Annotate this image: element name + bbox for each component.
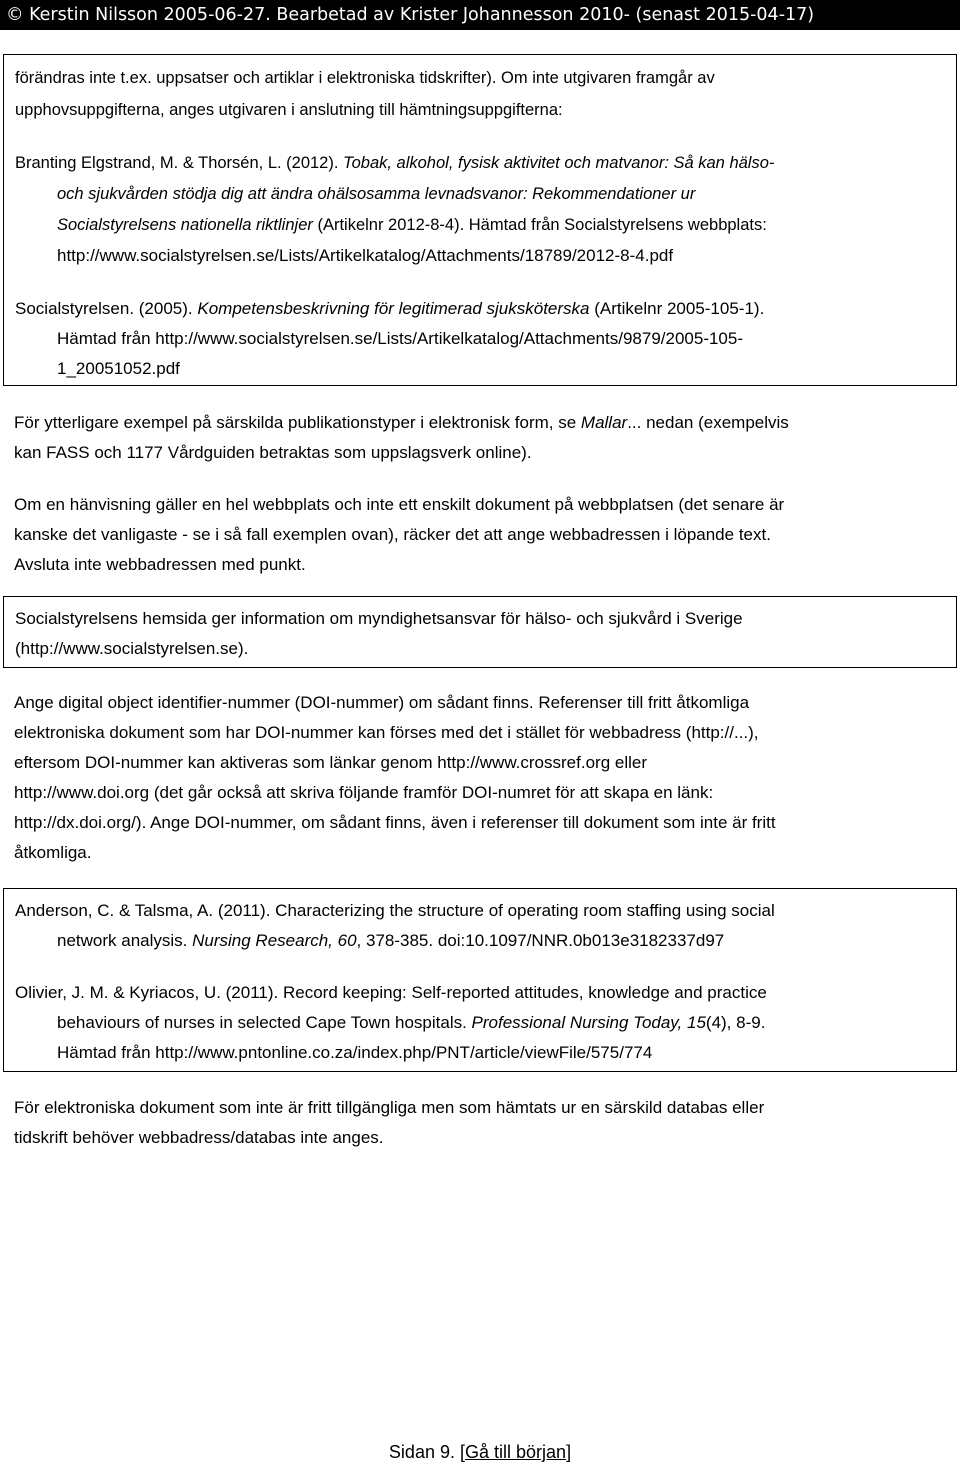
reference-url: Hämtad från http://www.socialstyrelsen.se/Lists/Artikelkatalog/Attachments/9879/2005-105-	[57, 329, 744, 348]
example-line: (http://www.socialstyrelsen.se).	[15, 639, 249, 658]
example-box-web-documents	[3, 54, 957, 386]
reference-title: Kompetensbeskrivning för legitimerad sjuksköterska	[197, 299, 590, 318]
reference-line: Socialstyrelsens nationella riktlinjer (Artikelnr 2012-8-4). Hämtad från Socialstyrelsens webbplats:	[57, 216, 767, 234]
reference-line: Olivier, J. M. & Kyriacos, U. (2011). Record keeping: Self-reported attitudes, knowledge and practice	[15, 983, 767, 1002]
reference-line: network analysis. Nursing Research, 60, 378-385. doi:10.1097/NNR.0b013e3182337d97	[57, 931, 725, 950]
paragraph-line: För ytterligare exempel på särskilda publikationstyper i elektronisk form, se Mallar... nedan (exempelvis	[14, 413, 789, 432]
example-box-website	[3, 596, 957, 668]
paragraph-line: tidskrift behöver webbadress/databas inte anges.	[14, 1128, 384, 1147]
paragraph-line: elektroniska dokument som har DOI-nummer kan förses med det i stället för webbadress (http://...),	[14, 723, 759, 742]
reference-url: http://www.socialstyrelsen.se/Lists/Artikelkatalog/Attachments/18789/2012-8-4.pdf	[57, 246, 674, 265]
paragraph-line: För elektroniska dokument som inte är fritt tillgängliga men som hämtats ur en särskild databas eller	[14, 1098, 765, 1117]
paragraph-line: Avsluta inte webbadressen med punkt.	[14, 555, 306, 574]
reference-url: 1_20051052.pdf	[57, 359, 180, 378]
journal-title: Professional Nursing Today, 15	[471, 1013, 706, 1032]
paragraph-line: http://dx.doi.org/). Ange DOI-nummer, om sådant finns, även i referenser till dokument som inte är fritt	[14, 813, 776, 832]
intro-line: upphovsuppgifterna, anges utgivaren i anslutning till hämtningsuppgifterna:	[15, 101, 563, 119]
reference-line: Anderson, C. & Talsma, A. (2011). Characterizing the structure of operating room staffing using social	[15, 901, 775, 920]
header-text: © Kerstin Nilsson 2005-06-27. Bearbetad av Krister Johannesson 2010- (senast 2015-04-17)	[6, 5, 815, 25]
paragraph-non-free-documents	[14, 1093, 944, 1153]
paragraph-line: åtkomliga.	[14, 843, 92, 862]
paragraph-line: Ange digital object identifier-nummer (DOI-nummer) om sådant finns. Referenser till fritt åtkomliga	[14, 693, 750, 712]
reference-line: Branting Elgstrand, M. & Thorsén, L. (2012). Tobak, alkohol, fysisk aktivitet och matvanor: Så kan hälso-	[15, 154, 775, 172]
intro-line: förändras inte t.ex. uppsatser och artiklar i elektroniska tidskrifter). Om inte utgivaren framgår av	[15, 69, 715, 87]
page-number: Sidan 9.	[388, 1442, 460, 1462]
reference-url: Hämtad från http://www.pntonline.co.za/index.php/PNT/article/viewFile/575/774	[57, 1043, 653, 1062]
example-box-doi	[3, 888, 957, 1072]
page-header	[0, 0, 960, 30]
example-line: Socialstyrelsens hemsida ger information om myndighetsansvar för hälso- och sjukvård i Sverige	[15, 609, 743, 628]
paragraph-line: Om en hänvisning gäller en hel webbplats och inte ett enskilt dokument på webbplatsen (det senare är	[14, 495, 785, 514]
reference-title: och sjukvården stödja dig att ändra ohälsosamma levnadsvanor: Rekommendationer ur	[57, 185, 696, 203]
reference-title: Tobak, alkohol, fysisk aktivitet och matvanor: Så kan hälso-	[343, 154, 775, 172]
go-to-top-link[interactable]: Gå till början	[465, 1442, 567, 1462]
page-footer: Sidan 9. [Gå till början]	[388, 1442, 572, 1462]
paragraph-whole-website	[14, 490, 944, 580]
reference-title: Socialstyrelsens nationella riktlinjer	[57, 216, 313, 234]
reference-line: behaviours of nurses in selected Cape Town hospitals. Professional Nursing Today, 15(4), 8-9.	[57, 1013, 766, 1032]
paragraph-line: eftersom DOI-nummer kan aktiveras som länkar genom http://www.crossref.org eller	[14, 753, 647, 772]
paragraph-more-examples	[14, 408, 944, 468]
paragraph-doi	[14, 688, 944, 868]
journal-title: Nursing Research, 60	[192, 931, 357, 950]
paragraph-line: kan FASS och 1177 Vårdguiden betraktas som uppslagsverk online).	[14, 443, 532, 462]
paragraph-line: http://www.doi.org (det går också att skriva följande framför DOI-numret för att skapa en länk:	[14, 783, 714, 802]
reference-line: Socialstyrelsen. (2005). Kompetensbeskrivning för legitimerad sjuksköterska (Artikelnr 2005-105-1).	[15, 299, 765, 318]
paragraph-line: kanske det vanligaste - se i så fall exemplen ovan), räcker det att ange webbadressen i löpande text.	[14, 525, 771, 544]
